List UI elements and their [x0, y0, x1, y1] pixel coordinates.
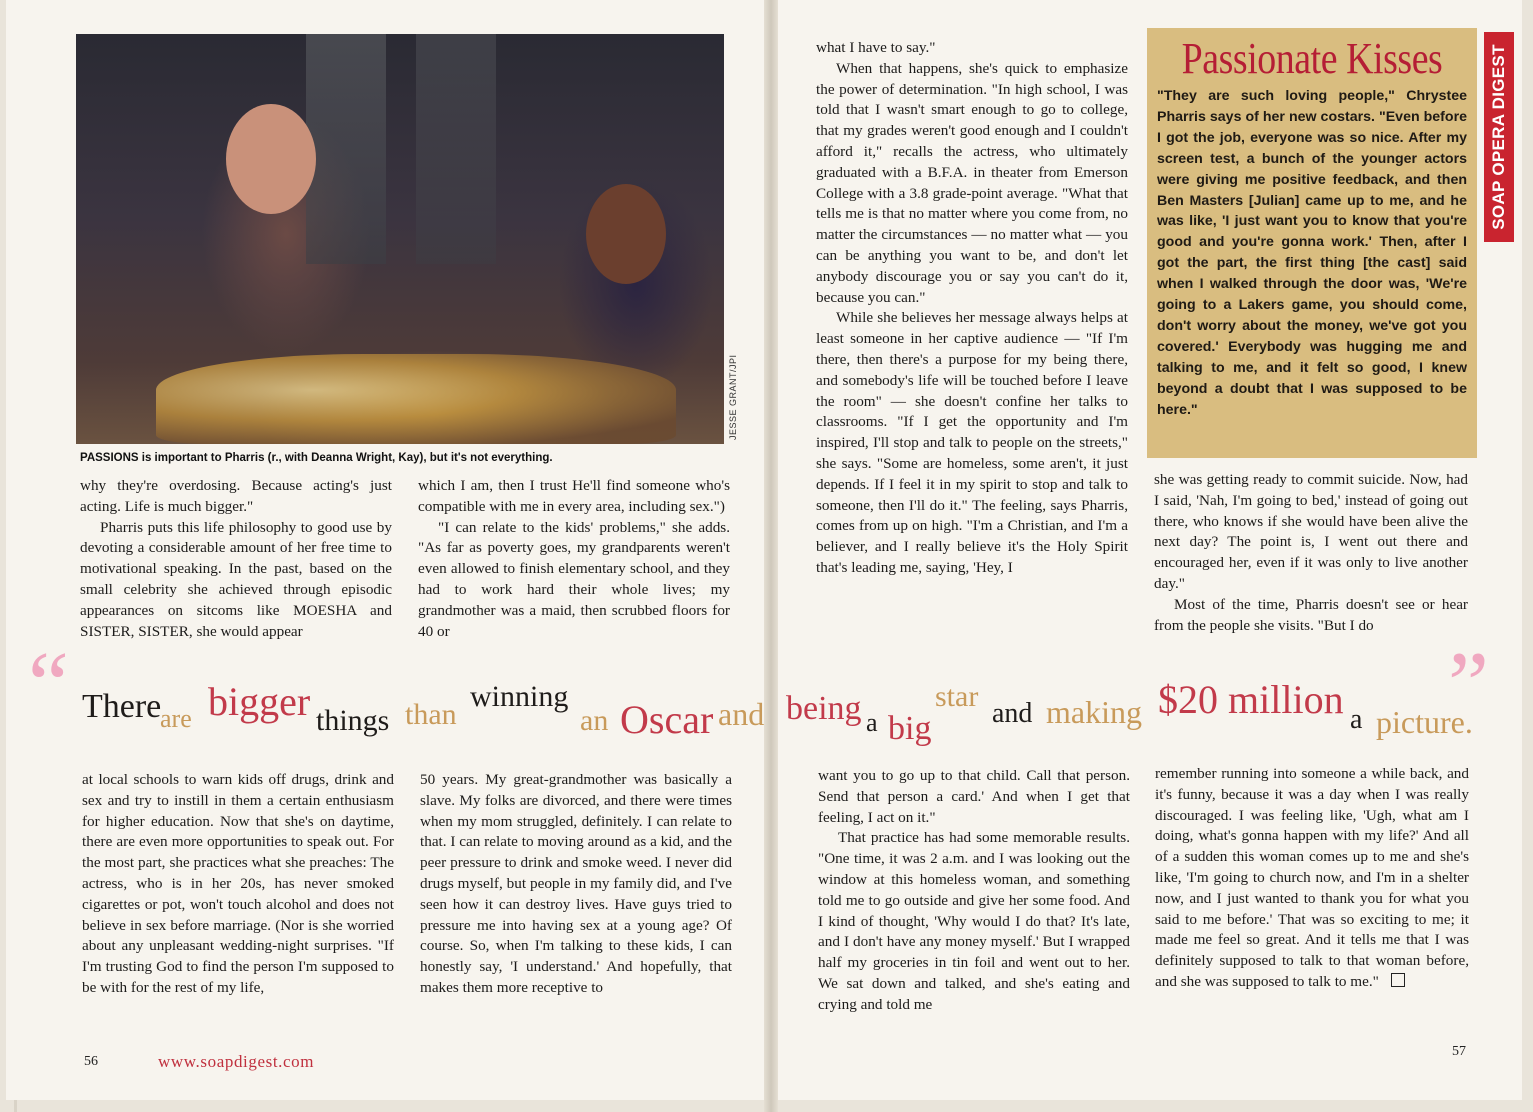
left-top-column-1 — [80, 476, 392, 666]
pull-quote-word: than — [405, 698, 457, 731]
left-page-number: 56 — [84, 1054, 98, 1069]
website-url: www.soapdigest.com — [158, 1052, 315, 1071]
paragraph: When that happens, she's quick to emphasize the power of determination. "In high school, I was told that I wasn't smart enough to go to college, that my grades weren't good enough and I couldn't afford it," recalls the actress, who ultimately graduated with a B.F.A. in theater from Emerson College with a 3.8 grade-point average. "What that tells me is that no matter where you come from, no matter the circumstances — no matter what — you can be anything you want to be, and don't let anybody discourage you or say you can't do it, because you can." — [816, 59, 1128, 306]
pull-quote-word: things — [316, 704, 390, 737]
photo-person-left — [226, 104, 316, 214]
pull-quote-word: big — [888, 710, 932, 747]
caption-text: is important to Pharris (r., with Deanna Wright, Kay), but it's not everything. — [138, 452, 553, 464]
paragraph: which I am, then I trust He'll find someone who's compatible with me in every area, including sex.") — [418, 477, 730, 515]
pull-quote-word: bigger — [208, 679, 311, 724]
pull-quote-word: a — [1350, 704, 1363, 735]
pull-quote-word: being — [786, 690, 862, 727]
pull-quote-word: and — [992, 698, 1033, 729]
open-quote-mark: “ — [28, 633, 69, 735]
pull-quote-word: There — [82, 688, 162, 725]
pull-quote-word: and — [718, 696, 765, 732]
pull-quote-word: a — [866, 708, 878, 737]
close-quote-mark: ” — [1448, 633, 1489, 735]
pull-quote-word: an — [580, 704, 609, 737]
left-top-column-2 — [418, 476, 730, 666]
paragraph-text: remember running into someone a while back, and it's funny, because it was a day when I was really discouraged. I was feeling like, 'Ugh, what am I doing, what's gonna happen with my life?' And all of a sudden this woman comes up to me and she's like, 'I'm going to church now, and I'm in a shelter now, and I just wanted to thank you for what you said to me before.' That was so exciting to me; it made me feel so great. And it tells me that I was definitely supposed to talk to that woman before, and she was supposed to talk to me." — [1155, 765, 1469, 990]
photo-person-right — [586, 184, 666, 284]
paragraph: why they're overdosing. Because acting's just acting. Life is much bigger." — [80, 477, 392, 515]
sidebar-body: "They are such loving people," Chrystee Pharris says of her new costars. "Even before I got the job, everyone was so nice. After my screen test, a bunch of the younger actors were giving me positive feedback, and then Ben Masters [Julian] came up to me, and he was like, 'I just want you to know that you're good and you're gonna work.' Then, after I got the part, the first thing [the cast] said when I walked through the door was, 'We're going to a Lakers game, you should come, don't worry about the money, we've got you covered.' Everybody was hugging me and talking to me, and it felt so good, I knew beyond a doubt that I was supposed to be here." — [1157, 88, 1467, 418]
paragraph: want you to go up to that child. Call that person. Send that person a card.' And when I get that feeling, I act on it." — [818, 767, 1130, 826]
magazine-brand-tab — [1484, 32, 1514, 242]
paragraph: That practice has had some memorable results. "One time, it was 2 a.m. and I was looking out the window at this homeless woman, and something told me to go outside and give her some food. And I kind of thought, 'Why would I do that? It's late, and I don't have any money myself.' But I wrapped half my groceries in tin foil and went out to her. We sat down and talked, and she's eating and crying and told me — [818, 829, 1130, 1013]
paragraph: at local schools to warn kids off drugs, drink and sex and try to instill in them a certain enthusiasm for higher education. Now that she's on daytime, there are even more opportunities to speak out. For the most part, she practices what she preaches: The actress, who is in her 20s, has never smoked cigarettes or pot, won't touch alcohol and does not believe in sex before marriage. (Nor is she worried about any unpleasant wedding-night surprises. "If I'm trusting God to find the person I'm supposed to be with for the rest of my life, — [82, 771, 394, 996]
pull-quote-word: star — [935, 680, 979, 713]
paragraph: what I have to say." — [816, 39, 936, 56]
right-bottom-column-1 — [818, 766, 1130, 1042]
brand-tab-label: SOAP OPERA DIGEST — [1489, 44, 1508, 230]
right-page-number: 57 — [1452, 1044, 1466, 1059]
caption-brand: PASSIONS — [80, 452, 139, 464]
end-of-article-mark — [1391, 973, 1405, 987]
pull-quote-word: picture. — [1376, 704, 1473, 740]
photo-credit: JESSE GRANT/JPI — [728, 354, 738, 440]
paragraph: Pharris puts this life philosophy to good use by devoting a considerable amount of her free time to motivational speaking. In the past, based on the small celebrity she achieved through episodic appearances on sitcoms like MOESHA and SISTER, SISTER, she would appear — [80, 518, 392, 640]
right-top-column-2 — [1154, 470, 1468, 666]
left-bottom-column-2 — [420, 770, 732, 1042]
photo-caption — [80, 452, 760, 464]
page-gutter — [764, 0, 778, 1112]
left-bottom-column-1 — [82, 770, 394, 1042]
feature-photo — [76, 34, 724, 444]
pull-quote-word: Oscar — [620, 697, 714, 742]
sidebar-title: Passionate Kisses — [1181, 34, 1443, 83]
paragraph: Most of the time, Pharris doesn't see or hear from the people she visits. "But I do — [1154, 595, 1468, 634]
right-top-column-1 — [816, 38, 1128, 666]
paragraph: she was getting ready to commit suicide. Now, had I said, 'Nah, I'm going to bed,' instead of going out there, who knows if she would have been alive the next day? The point is, I went out there and encouraged her, even if it was only to live another day." — [1154, 471, 1468, 592]
pull-quote-word: $20 million — [1158, 677, 1344, 722]
right-bottom-column-2 — [1155, 764, 1469, 1042]
paragraph — [1155, 764, 1469, 993]
pull-quote-word: are — [160, 704, 192, 733]
photo-table — [156, 354, 676, 444]
sidebar-box — [1147, 28, 1477, 458]
paragraph: "I can relate to the kids' problems," she adds. "As far as poverty goes, my grandparents weren't even allowed to finish elementary school, and they had to work hard their whole lives; my grandmother was a maid, then scrubbed floors for 40 or — [418, 518, 730, 640]
paragraph: 50 years. My great-grandmother was basically a slave. My folks are divorced, and there were times when my mom struggled, definitely. I can relate to that. I can relate to moving around as a kid, and the peer pressure to drink and smoke weed. I never did drugs myself, but people in my family did, and I've seen how it can destroy lives. Have guys tried to pressure me into having sex at a young age? Of course. So, when I'm talking to these kids, I can honestly say, 'I understand.' And hopefully, that makes them more receptive to — [420, 771, 732, 996]
paragraph: While she believes her message always helps at least someone in her captive audience — "If I'm there, then there's a purpose for my being there, and somebody's life will be touched before I leave the room" — she doesn't confine her talks to classrooms. "If I get the opportunity and I'm inspired, I'll stop and talk to people on the streets," she says. "Some are homeless, some aren't, it just depends. If I feel it in my spirit to stop and talk to someone, then I'll do it." The feeling, says Pharris, comes from up on high. "I'm a Christian, and I'm a believer, and I really believe it's the Holy Spirit that's leading me, saying, 'Hey, I — [816, 309, 1128, 576]
pull-quote-word: winning — [470, 680, 569, 713]
pull-quote-word: making — [1046, 694, 1142, 730]
pull-quote — [0, 633, 1533, 760]
photo-window — [306, 34, 386, 264]
photo-window — [416, 34, 496, 264]
